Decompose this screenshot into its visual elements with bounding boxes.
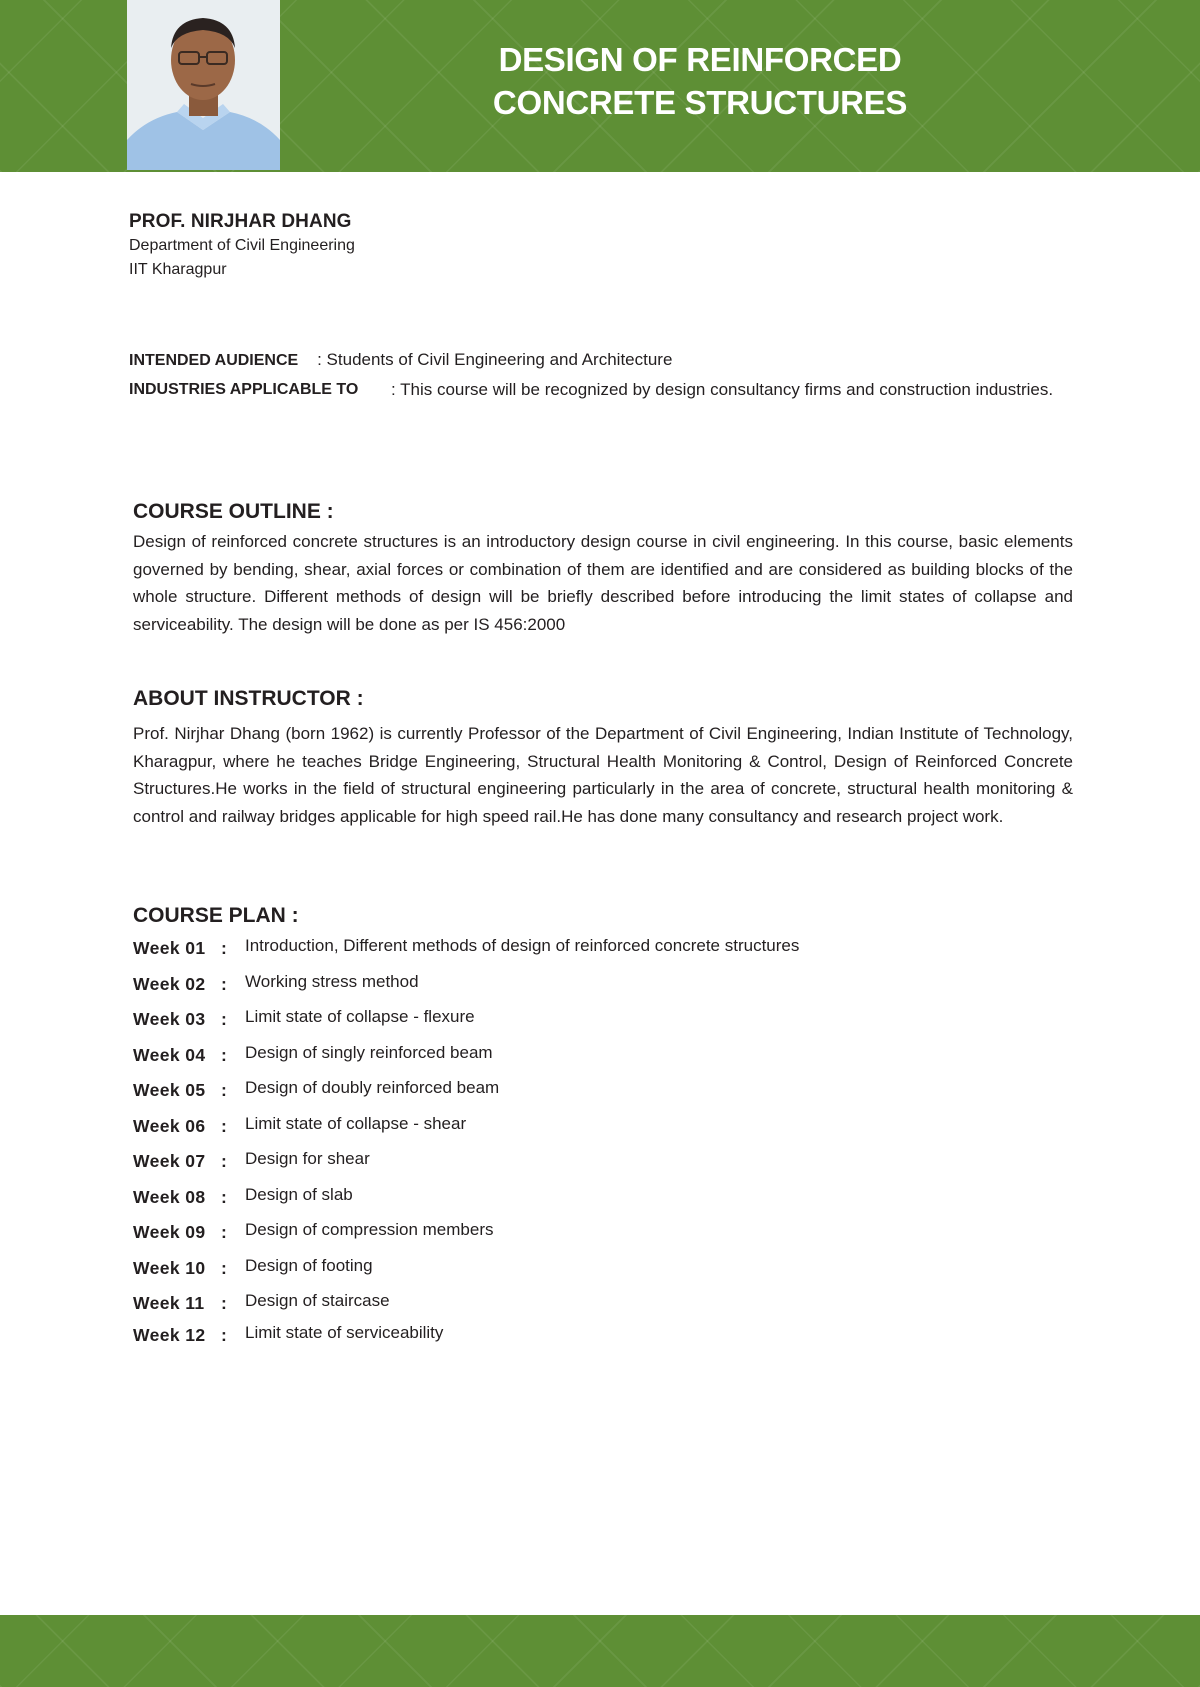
plan-topic: Limit state of collapse - shear — [245, 1114, 467, 1133]
plan-week: Week 04 — [133, 1045, 206, 1065]
plan-topic: Design of compression members — [245, 1220, 494, 1239]
audience-label: INTENDED AUDIENCE — [129, 352, 299, 369]
course-outline-heading: COURSE OUTLINE : — [133, 500, 334, 523]
plan-separator: : — [221, 1045, 227, 1065]
plan-week: Week 06 — [133, 1116, 206, 1136]
instructor-block — [129, 210, 355, 282]
audience-value: : Students of Civil Engineering and Architecture — [317, 350, 673, 369]
about-instructor-heading: ABOUT INSTRUCTOR : — [133, 687, 364, 710]
plan-topic: Introduction, Different methods of design of reinforced concrete structures — [245, 936, 800, 955]
audience-row — [129, 345, 672, 376]
instructor-photo — [127, 0, 280, 170]
plan-week: Week 07 — [133, 1151, 206, 1171]
plan-topic: Design of doubly reinforced beam — [245, 1078, 500, 1097]
plan-separator: : — [221, 1187, 227, 1207]
plan-week: Week 02 — [133, 974, 206, 994]
course-title-line1: DESIGN OF REINFORCED — [498, 41, 902, 78]
plan-separator: : — [221, 1009, 227, 1029]
plan-topic: Limit state of collapse - flexure — [245, 1007, 475, 1026]
plan-separator: : — [221, 1258, 227, 1278]
plan-topic: Design of footing — [245, 1256, 373, 1275]
plan-topic: Design of singly reinforced beam — [245, 1043, 493, 1062]
plan-separator: : — [221, 1222, 227, 1242]
course-title-line2: CONCRETE STRUCTURES — [492, 84, 908, 121]
plan-separator: : — [221, 1151, 227, 1171]
plan-separator: : — [221, 938, 227, 958]
plan-week: Week 12 — [133, 1325, 206, 1345]
plan-week: Week 03 — [133, 1009, 206, 1029]
plan-separator: : — [221, 1116, 227, 1136]
plan-topic: Design of slab — [245, 1185, 353, 1204]
plan-week: Week 08 — [133, 1187, 206, 1207]
footer-band — [0, 1615, 1200, 1687]
plan-week: Week 01 — [133, 938, 206, 958]
plan-week: Week 11 — [133, 1293, 205, 1313]
plan-week: Week 10 — [133, 1258, 206, 1278]
instructor-institute: IIT Kharagpur — [129, 261, 227, 278]
course-outline-text: Design of reinforced concrete structures is an introductory design course in civil engineering. In this course, basic elements governed by bending, shear, axial forces or combination of them are identified and are considered as building blocks of the whole structure. Different methods of design will be briefly described before introducing the limit states of collapse and serviceability. The design will be done as per IS 456:2000 — [133, 532, 1073, 634]
course-title — [440, 38, 960, 124]
plan-week: Week 05 — [133, 1080, 206, 1100]
industries-label: INDUSTRIES APPLICABLE TO — [129, 381, 359, 398]
course-plan-heading: COURSE PLAN : — [133, 904, 299, 927]
plan-separator: : — [221, 974, 227, 994]
plan-week: Week 09 — [133, 1222, 206, 1242]
plan-separator: : — [221, 1325, 227, 1345]
instructor-department: Department of Civil Engineering — [129, 237, 355, 254]
plan-separator: : — [221, 1293, 227, 1313]
about-instructor-text: Prof. Nirjhar Dhang (born 1962) is currently Professor of the Department of Civil Engineering, Indian Institute of Technology, Kharagpur, where he teaches Bridge Engineering, Structural Health Monitoring & Control, Design of Reinforced Concrete Structures.He works in the field of structural engineering particularly in the area of concrete, structural health monitoring & control and railway bridges applicable for high speed rail.He has done many consultancy and research project work. — [133, 724, 1073, 826]
instructor-name: PROF. NIRJHAR DHANG — [129, 211, 352, 232]
plan-topic: Design of staircase — [245, 1291, 390, 1310]
plan-topic: Limit state of serviceability — [245, 1323, 444, 1342]
industries-value: : This course will be recognized by design consultancy firms and construction industries. — [391, 380, 1054, 399]
plan-topic: Design for shear — [245, 1149, 370, 1168]
plan-topic: Working stress method — [245, 972, 419, 991]
plan-separator: : — [221, 1080, 227, 1100]
